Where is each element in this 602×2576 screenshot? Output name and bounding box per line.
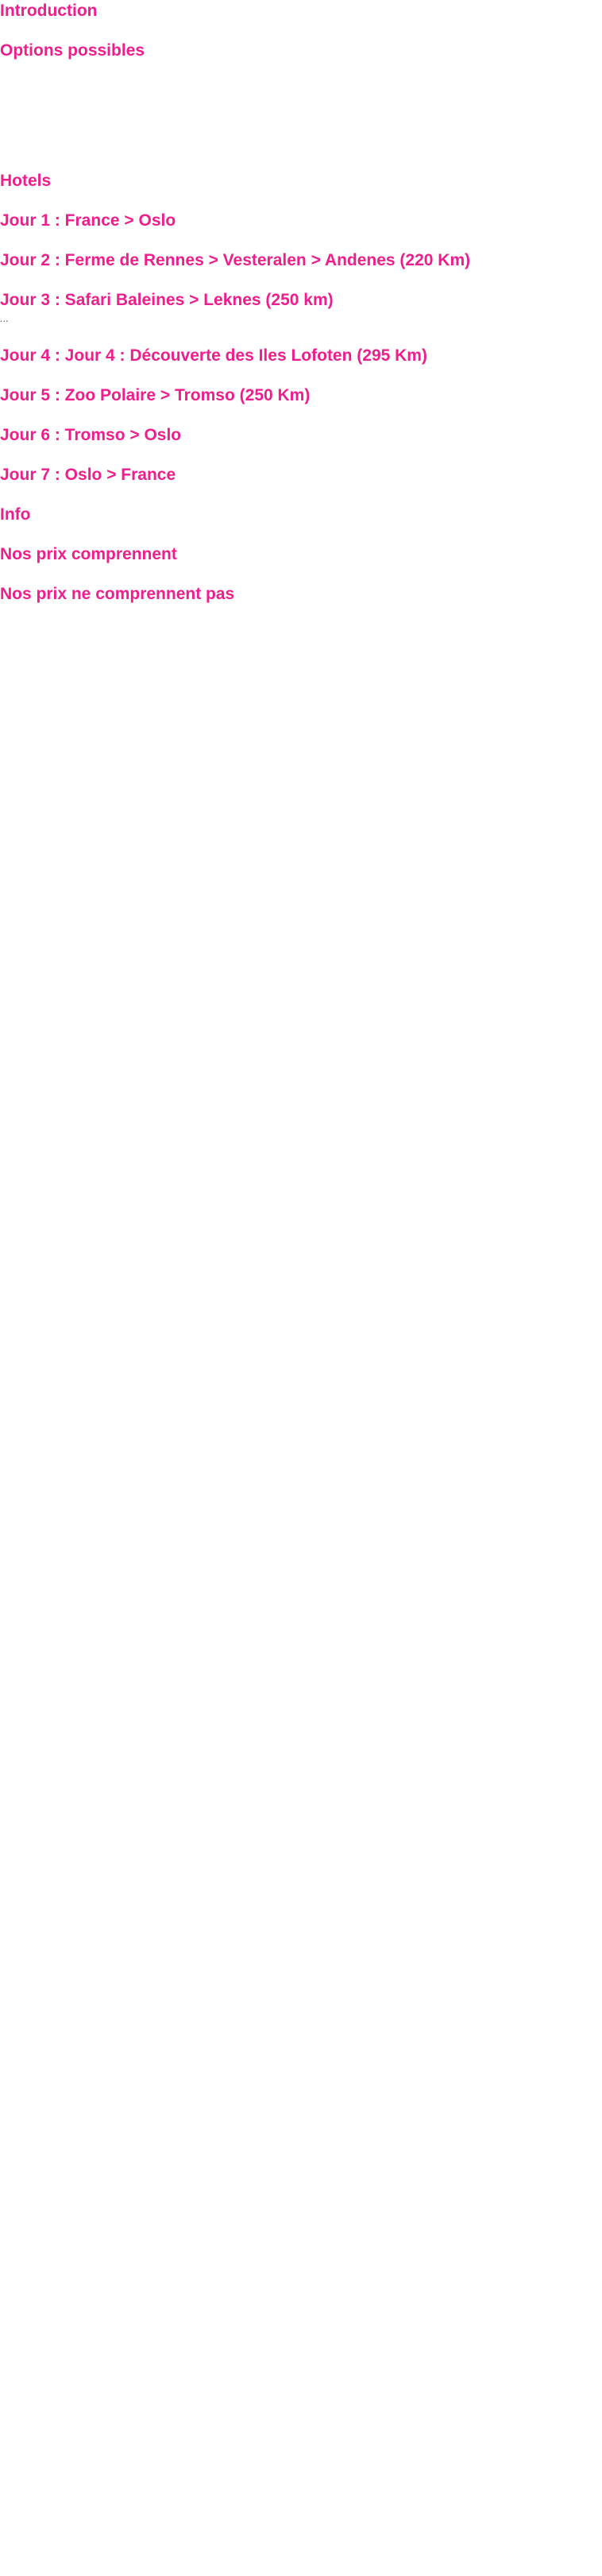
section-body-jour3: … bbox=[0, 314, 10, 324]
section-title-jour1: Jour 1 : France > Oslo bbox=[0, 211, 176, 230]
section-title-jour4: Jour 4 : Jour 4 : Découverte des Iles Lofoten (295 Km) bbox=[0, 346, 427, 365]
section-hotels bbox=[0, 170, 594, 192]
section-title-introduction: Introduction bbox=[0, 2, 98, 20]
section-title-jour5: Jour 5 : Zoo Polaire > Tromso (250 Km) bbox=[0, 385, 311, 404]
section-title-hotels: Hotels bbox=[0, 172, 52, 190]
section-title-prix-non-comprennent: Nos prix ne comprennent pas bbox=[0, 584, 235, 603]
section-prix-comprennent bbox=[0, 543, 594, 566]
section-jour4 bbox=[0, 345, 594, 367]
section-jour3 bbox=[0, 289, 594, 327]
section-title-jour3: Jour 3 : Safari Baleines > Leknes (250 km) bbox=[0, 291, 334, 309]
section-title-prix-comprennent: Nos prix comprennent bbox=[0, 544, 177, 563]
section-introduction bbox=[0, 0, 594, 22]
section-jour7 bbox=[0, 464, 594, 486]
section-title-jour6: Jour 6 : Tromso > Oslo bbox=[0, 425, 182, 444]
section-body-options bbox=[0, 62, 594, 153]
section-jour2 bbox=[0, 249, 594, 272]
section-jour1 bbox=[0, 210, 594, 232]
section-body-prix-non-comprennent bbox=[0, 605, 594, 621]
section-jour6 bbox=[0, 424, 594, 447]
section-info bbox=[0, 504, 594, 526]
section-prix-non-comprennent bbox=[0, 583, 594, 621]
section-title-jour2: Jour 2 : Ferme de Rennes > Vesteralen > Andenes (220 Km) bbox=[0, 251, 471, 269]
section-jour5 bbox=[0, 385, 594, 407]
section-title-options: Options possibles bbox=[0, 41, 145, 60]
section-title-info: Info bbox=[0, 505, 31, 524]
section-options bbox=[0, 40, 594, 153]
section-title-jour7: Jour 7 : Oslo > France bbox=[0, 465, 176, 484]
itinerary-page bbox=[0, 0, 602, 621]
